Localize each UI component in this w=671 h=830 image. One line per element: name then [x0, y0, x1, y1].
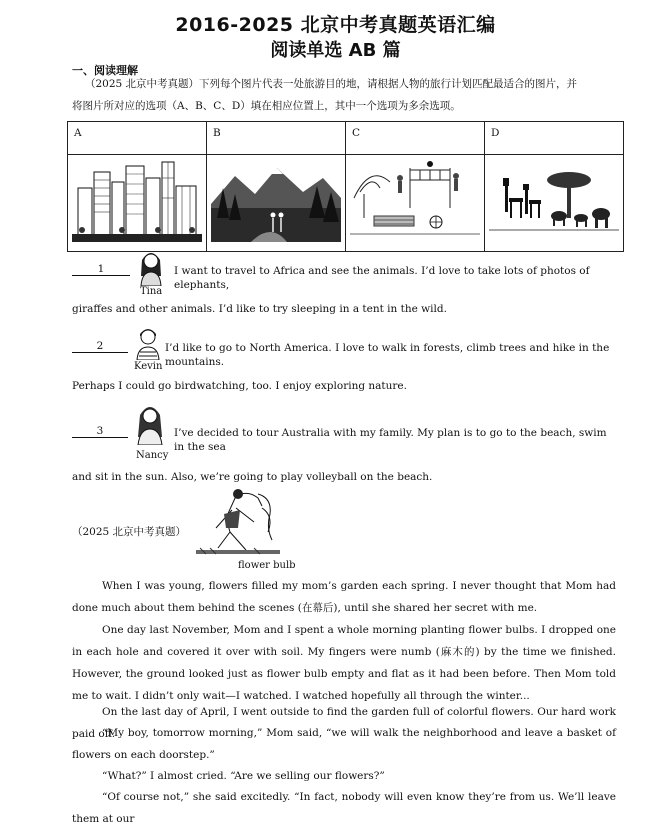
passage-paragraph: “What?” I almost cried. “Are we selling our flowers?” [102, 770, 385, 782]
option-letter-d: D [485, 122, 624, 155]
passage-paragraph: One day last November, Mom and I spent a whole morning planting flower bulbs. I dropped one in each hole and covered it over with soil. My fingers were numb (麻木的) by the time we finished. However, the ground looked just as flower bulb empty and flat as it had been before. Then Mom told me to wait. I didn’t only wait—I watched. I watched hopefully all through the winter... [72, 624, 616, 702]
answer-blank-1[interactable]: 1 [72, 263, 130, 276]
girl-portrait-icon [136, 246, 166, 286]
person-1-text-line-1: I want to travel to Africa and see the animals. I’d love to take lots of photos of elephants, [174, 265, 590, 291]
instructions-line-2: 将图片所对应的选项（A、B、C、D）填在相应位置上，其中一个选项为多余选项。 [72, 100, 461, 112]
passage-paragraph: When I was young, flowers filled my mom’s garden each spring. I never thought that Mom had done much about them behind the scenes (在幕后), until she shared her secret with me. [72, 580, 616, 614]
image-caption: flower bulb [238, 560, 296, 571]
mountain-forest-icon [211, 158, 341, 242]
boy-portrait-icon [134, 322, 162, 360]
person-name-kevin: Kevin [134, 361, 163, 372]
option-image-c [346, 155, 485, 252]
person-1-text-line-2: giraffes and other animals. I’d like to try sleeping in a tent in the wild. [72, 303, 447, 315]
beach-volleyball-icon [350, 158, 480, 242]
option-image-d [485, 155, 624, 252]
passage-paragraph: “Of course not,” she said excitedly. “In fact, nobody will even know they’re from us. We’ll leave them at our [72, 791, 616, 825]
option-letter-a: A [68, 122, 207, 155]
person-2-text-line-2: Perhaps I could go birdwatching, too. I enjoy exploring nature. [72, 380, 407, 392]
option-letter-b: B [207, 122, 346, 155]
person-3-text-line-1: I’ve decided to tour Australia with my family. My plan is to go to the beach, swim in the sea [174, 427, 607, 453]
city-skyline-icon [72, 158, 202, 242]
passage-paragraph: On the last day of April, I went outside to find the garden full of colorful flowers. Our hard work paid off. [72, 706, 616, 740]
gardener-planting-illustration [196, 488, 280, 558]
instructions-line-1: （2025 北京中考真题）下列每个图片代表一处旅游目的地，请根据人物的旅行计划匹配最适合的图片，并 [85, 78, 578, 90]
africa-safari-icon [489, 158, 619, 242]
option-image-b [207, 155, 346, 252]
answer-blank-3[interactable]: 3 [72, 425, 128, 438]
passage-source: （2025 北京中考真题） [72, 526, 187, 538]
passage-paragraph: “My boy, tomorrow morning,” Mom said, “we will walk the neighborhood and leave a basket of flowers on each doorstep.” [72, 727, 616, 761]
option-letter-c: C [346, 122, 485, 155]
options-table [67, 121, 624, 252]
section-heading: 一、阅读理解 [72, 64, 138, 77]
person-2-text-line-1: I’d like to go to North America. I love to walk in forests, climb trees and hike in the mountains. [165, 342, 610, 368]
option-image-a [68, 155, 207, 252]
girl-with-long-hair-icon [134, 399, 166, 445]
person-name-tina: Tina [140, 286, 163, 297]
person-3-text-line-2: and sit in the sun. Also, we’re going to play volleyball on the beach. [72, 471, 433, 483]
answer-blank-2[interactable]: 2 [72, 340, 128, 353]
document-subtitle: 阅读单选 AB 篇 [270, 40, 401, 61]
document-title: 2016-2025 北京中考真题英语汇编 [175, 14, 496, 36]
person-name-nancy: Nancy [136, 450, 169, 461]
